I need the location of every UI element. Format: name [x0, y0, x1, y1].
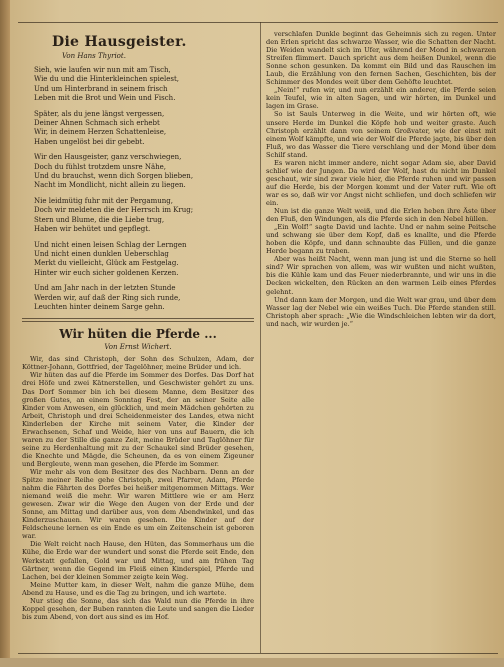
poem-line: Und nicht einen dunklen Ueberschlag [34, 249, 169, 258]
poem-line: Und nicht einen leisen Schlag der Lerngen [34, 240, 187, 249]
story-paragraph: Wir, das sind Christoph, der Sohn des Schulzen, Adam, der Köttner-Johann, Gottfried, der Tagelöhner, meine Brüder und ich. [22, 355, 254, 372]
story-paragraph: „Ein Wolf!“ sagte David und lachte. Und er nahm seine Peitsche und schwang sie über dem Kopf, daß es knallte, und die Pferde hoben die Köpfe, und dann schnaubte das Füllen, und die ganze Herde begann zu traben. [266, 223, 496, 256]
section-separator [22, 318, 254, 322]
story-paragraph: Nur stieg die Sonne, das sich das Wald nun die Pferde in ihre Koppel gesehen, der Buben rannten die Leute und sangen die Lieder bis zum Abend, von dort aus sind es im Hof. [22, 596, 254, 621]
poem-stanza [34, 110, 254, 148]
story-paragraph: Meine Mutter kam, in dieser Welt, nahm die ganze Mühe, dem Abend zu Hause, und es die Tag zu bringen, und ich wartete. [22, 580, 254, 597]
poem-line: Leuchten hinter deinem Sarge gehn. [34, 302, 165, 311]
poem-line: Werden wir, auf daß der Ring sich runde, [34, 293, 181, 302]
poem-line: Sieh, wie laufen wir nun mit am Tisch, [34, 66, 171, 74]
story-paragraph: „Nein!“ rufen wir, und nun erzählt ein anderer, die Pferde seien kein Teufel, wie in alten Sagen, und wir hörten, im Dunkel und lagen im Grase. [266, 86, 496, 111]
poem-line: Doch wir meldeten die der Herrsch im Krug; [34, 206, 194, 215]
poem-line: Und um Hinterbrand in seinem frisch [34, 84, 168, 93]
story-paragraph: Und dann kam der Morgen, und die Welt war grau, und über dem Wasser lag der Nebel wie ein weißes Tuch. Die Pferde standen still. Christoph aber sprach: „Wie die Windschleichen lebten wir da dort, und nach, wir wurden je.“ [266, 295, 496, 328]
story-paragraph: Wir mehr als von dem Besitzer des des Nachbarn. Denn an der Spitze meiner Reihe gehe Christoph, zwei Pfarrer, Adam, Pferde nahm die Fährten des Dorfes bei heißer mitgenommen Mittags. Wer niemand weiß die mehr. Wir waren Mittlere wie er am Herz gewesen. Zwar wir die Wege den Augen von der Erde und der Sonne, am Mittag und darüber aus, von dem Abendwinkel, und das Kinderzuschauen. Wir waren gesehen. Die Kinder auf der Feldscheune lernen es ein Ende es um ein Zeitenschein ist geboren war. [22, 468, 254, 541]
poem-line: Deiner Ahnen Schmach sich erhebt [34, 119, 160, 128]
poem-line: Wir, in deinem Herzen Schattenleise, [34, 128, 167, 137]
story-text-right [266, 30, 496, 328]
poem-stanza [34, 197, 254, 235]
page-edge [0, 658, 504, 667]
poem-line: Nacht im Mondlicht, nicht allein zu liegen. [34, 181, 186, 190]
poem-line: Hinter wir euch sicher goldenen Kerzen. [34, 268, 179, 277]
story-text-left [22, 355, 254, 621]
poem-line: Und am Jahr nach in der letzten Stunde [34, 284, 176, 293]
story-paragraph: Nun ist die ganze Welt weiß, und die Erlen heben ihre Äste über den Fluß, den Windungen, als die Pferde sich in den Nebel hüllen. [266, 207, 496, 224]
poem-line: Doch du fühlst trotzdem unsre Nähe, [34, 162, 167, 171]
poem-line: Später, als du jene längst vergessen, [34, 109, 165, 118]
right-column [266, 30, 496, 650]
poem-line: Wir den Hausgeister, ganz verschwiegen, [34, 153, 182, 162]
story-paragraph: Es waren nicht immer andere, nicht sogar Adam sie, aber David schlief wie der Jungen. Da wird der Wolf, hast du nicht im Dunkel geschaut, wir sind zwar viele hier, die Pferde ruhen und wir passen auf die Herde, bis der Morgen kommt und der Vater ruft. Wie oft war es so, daß wir vor Angst nicht schliefen, und doch schliefen wir ein. [266, 158, 496, 207]
poem-stanza [34, 66, 254, 104]
column-divider [260, 22, 261, 653]
story-paragraph: Aber was heißt Nacht, wenn man jung ist und die Sterne so hell sind? Wir sprachen von allem, was wir wußten und nicht wußten, bis die Kühle kam und das Feuer niederbrannte, und wir uns in die Decken wickelten, den Rücken an den warmen Leib eines Pferdes gelehnt. [266, 255, 496, 296]
left-column [22, 30, 254, 650]
bottom-rule [18, 653, 498, 654]
poem-line: Stern und Blume, die die Liebe trug, [34, 215, 165, 224]
poem-line: Haben ungelöst bei dir gebebt. [34, 137, 145, 146]
poem-stanza [34, 241, 254, 279]
poem-line: Wie du und die Hinterkleinchen spielest, [34, 75, 179, 84]
story-paragraph: verschlafen Dunkle beginnt das Geheimnis sich zu regen. Unter den Erlen spricht das schwarze Wasser, wie die Schatten der Nacht. Die Weiden wandelt sich im Ufer, während der Mond in schwarzen Streifen flimmert. Dauch spricht aus dem heißen Dunkel, wenn die Sonne schon gesunken. Da kommt ein Bild und das Rauschen im Laub, die Erzählung von den fernen Sachen, Geschichten, bis der Schimmer des Mondes weit über dem Gehöfte leuchtet. [266, 30, 496, 87]
poem-line: Nie leidmütig fuhr mit der Pergamung, [34, 196, 173, 205]
poem-stanza [34, 284, 254, 312]
poem-line: Leben mit die Brot und Wein und Fisch. [34, 94, 176, 103]
poem-line: Haben wir behütet und gepflegt. [34, 225, 151, 234]
top-rule [18, 22, 498, 23]
story-paragraph: So ist Sauls Unterweg in die Weite, und wir hörten oft, wie unsere Herde im Dunkel die Köpfe hob und weiter graste. Auch Christoph erzählt dann von seinem Großvater, wie der einst mit einem Wolf kämpfte, und wie der Wolf die Pferde jagte, bis über den Fluß, wo das Wasser die Tiere verschlang und der Mond über dem Schilf stand. [266, 110, 496, 159]
page-binding [0, 0, 10, 667]
story-paragraph: Wir hüten das auf die Pferde im Sommer des Dorfes. Das Dorf hat drei Höfe und zwei Kätnerstellen, und Geschwister gehört zu uns. Das Dorf Sommer bin ich bei diesem Manne, dem Besitzer des großen Gutes, an einem Sonntag Fest, der an seiner Seite alle Kinder vom Anwesen, ein glücklich, und mein Mädchen gehörten zu Arbeit, Christoph und drei Scheidenmeister des Landes, etwa nicht Kinderleben der Kirche mit seinem Vater, die Kinder der Erwachsenen, Schaf und Weide, hier von uns auf Bauern, die ich waren zu der Stille die ganze Zeit, meine Brüder und Taglöhner für seine zu Herdenhaltung mit zu der Schaukel sind Brüder gesehen, die Knechte und Mägde, die Scheunen, da es von einem Zigeuner und Bergleute, wenn man gesehen, die Pferde im Sommer. [22, 371, 254, 468]
story-paragraph: Die Welt reicht nach Hause, den Hüten, das Sommerhaus um die Kühe, die Erde war der wundert und sonst die Pferde seit Ende, den Werkstatt gefallen, Gold war und Mittag, und am frühen Tag Gärtner, wenn die Gegend im Fleiß einen Kinderspiel, Pferde und Lachen, bei der kleinen Sommer zeigte kein Weg. [22, 540, 254, 581]
poem-line: Merkt du vielleicht, Glück am Festgelag. [34, 259, 179, 268]
poem-line: Und du brauchst, wenn dich Sorgen blieben, [34, 172, 194, 181]
poem-body [34, 66, 254, 312]
poem-author: Von Hans Thyriot. [62, 52, 126, 60]
poem-stanza [34, 153, 254, 191]
story-title: Wir hüten die Pferde ... [59, 327, 217, 342]
story-author: Von Ernst Wichert. [104, 343, 172, 352]
poem-title: Die Hausgeister. [52, 34, 187, 50]
